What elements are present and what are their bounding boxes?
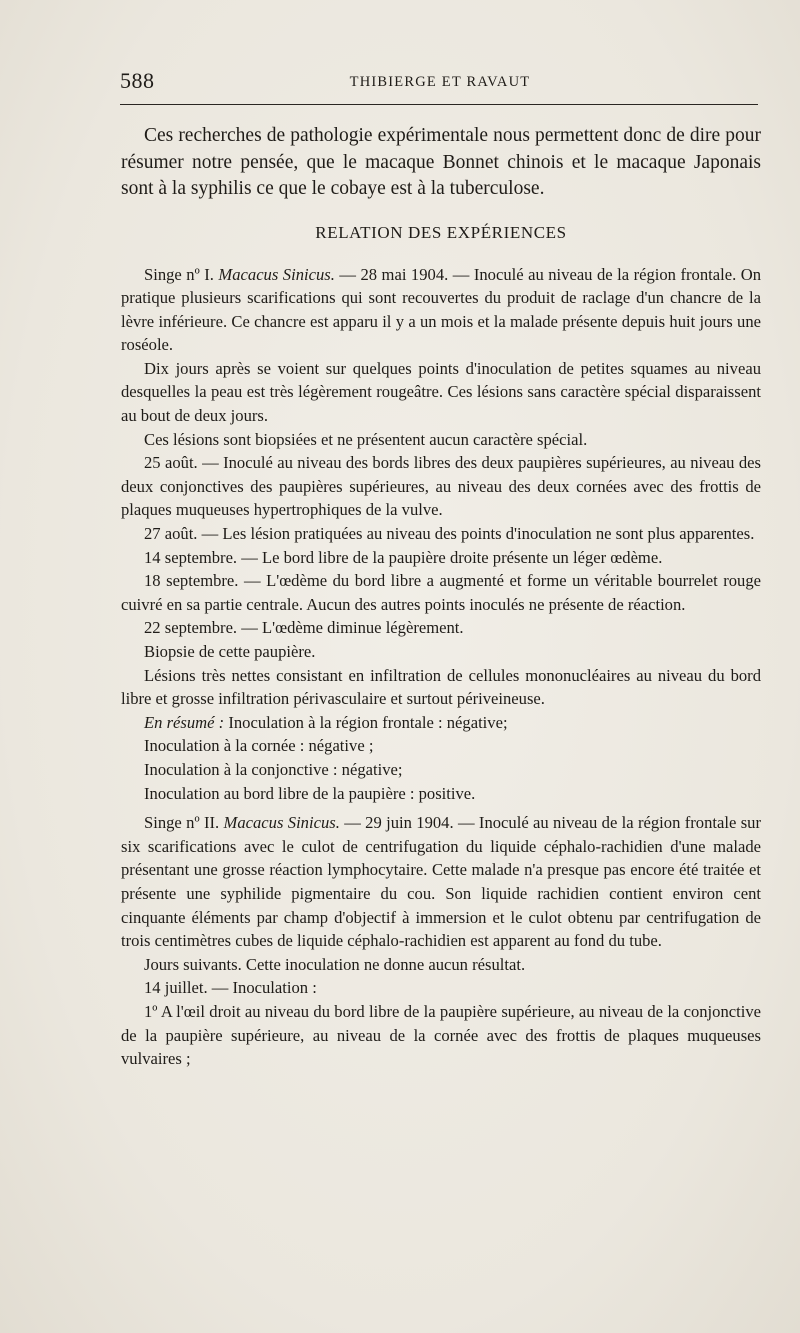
singe-2-paragraph: 1º A l'œil droit au niveau du bord libre de la paupière supérieure, au niveau de la conjonctive de la paupière supérieure, au niveau de la cornée avec des frottis de plaques muqueuses vulvaires ;: [121, 1001, 761, 1069]
page-number: 588: [120, 68, 155, 93]
intro-section: [121, 123, 761, 203]
singe-2-paragraph: Jours suivants. Cette inoculation ne donne aucun résultat.: [144, 954, 526, 974]
singe-2-opening-text: — 29 juin 1904. — Inoculé au niveau de la région frontale sur six scarifications avec le culot de centrifugation du liquide céphalo-rachidien d'une malade présentant une grosse réaction lymphocytaire. Cette malade n'a presque pas encore été traitée et présente une syphilide pigmentaire du cou. Son liquide rachidien contient environ cent cinquante éléments par champ d'objectif à immersion et le culot obtenu par centrifugation de trois centimètres cubes de liquide céphalo-rachidien est apparent au fond du tube.: [121, 813, 761, 951]
summary-label: En résumé :: [144, 712, 225, 732]
singe-2-paragraph: 14 juillet. — Inoculation :: [144, 978, 317, 998]
body-text: [121, 123, 761, 1071]
summary-line: Inoculation au bord libre de la paupière : positive.: [144, 783, 476, 803]
singe-1-paragraph: Lésions très nettes consistant en infiltration de cellules mononucléaires au niveau du bord libre et grosse infiltration périvasculaire et surtout périveineuse.: [121, 665, 761, 709]
singe-1-paragraph: 25 août. — Inoculé au niveau des bords libres des deux paupières supérieures, au niveau des deux conjonctives des paupières supérieures, au niveau des deux cornées avec des frottis de plaques muqueuses hypertrophiques de la vulve.: [121, 453, 761, 520]
singe-1-paragraph: 14 septembre. — Le bord libre de la paupière droite présente un léger œdème.: [144, 547, 663, 567]
singe-1-opening: [121, 263, 761, 357]
running-head: THIBIERGE ET RAVAUT: [349, 74, 531, 90]
singe-2-opening: [121, 811, 761, 953]
singe-1-species: Macacus Sinicus.: [218, 264, 335, 284]
singe-1-opening-text: — 28 mai 1904. — Inoculé au niveau de la région frontale. On pratique plusieurs scarifications qui sont recouvertes du produit de raclage d'un chancre de la lèvre inférieure. Ce chancre est apparu il y a un mois et la malade présente depuis huit jours une roséole.: [121, 264, 761, 355]
section-heading: RELATION DES EXPÉRIENCES: [315, 222, 567, 242]
singe-1-paragraph: 18 septembre. — L'œdème du bord libre a augmenté et forme un véritable bourrelet rouge cuivré en sa partie centrale. Aucun des autres points inoculés ne présente de réaction.: [121, 571, 761, 614]
singe-1-paragraph: Biopsie de cette paupière.: [144, 642, 316, 661]
singe-2-species: Macacus Sinicus.: [223, 813, 340, 833]
singe-1-paragraph: 27 août. — Les lésion pratiquées au niveau des points d'inoculation ne sont plus apparentes.: [144, 524, 755, 544]
summary-line: Inoculation à la cornée : négative ;: [144, 736, 374, 756]
singe-1-label: Singe nº I.: [144, 264, 214, 284]
singe-1-paragraph: Ces lésions sont biopsiées et ne présentent aucun caractère spécial.: [144, 429, 588, 449]
singe-1-paragraph: 22 septembre. — L'œdème diminue légèrement.: [144, 618, 464, 638]
experiment-singe-2: [121, 811, 761, 1071]
intro-paragraph: Ces recherches de pathologie expérimentale nous permettent donc de dire pour résumer notre pensée, que le macaque Bonnet chinois et le macaque Japonais sont à la syphilis ce que le cobaye est à la tuberculose.: [121, 125, 761, 199]
singe-2-label: Singe nº II.: [144, 813, 220, 833]
singe-1-summary: [121, 711, 761, 735]
page-header: [120, 68, 760, 96]
header-rule: [120, 104, 758, 105]
summary-line: Inoculation à la région frontale : négative;: [228, 712, 508, 732]
experiment-singe-1: [121, 263, 761, 806]
singe-1-paragraph: Dix jours après se voient sur quelques points d'inoculation de petites squames au niveau desquelles la peau est très légèrement rougeâtre. Ces lésions sans caractère spécial disparaissent au bout de deux jours.: [121, 358, 761, 426]
summary-line: Inoculation à la conjonctive : négative;: [144, 759, 403, 779]
